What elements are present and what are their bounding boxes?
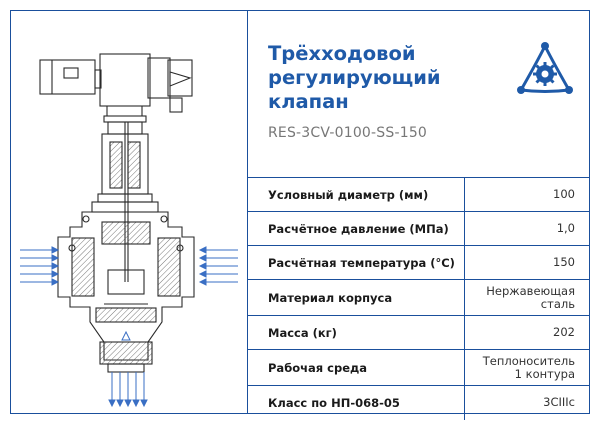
spec-value-text: Нержавеющая сталь [486, 283, 575, 311]
actuator-motor-box [40, 60, 95, 94]
spec-label: Рабочая среда [248, 350, 464, 386]
spec-label: Расчётная температура (°С) [248, 246, 464, 280]
outlet-down-arrows [109, 372, 147, 406]
spec-value-text: Теплоноситель 1 контура [482, 353, 575, 381]
spec-row [248, 212, 589, 246]
valve-cross-section-drawing [12, 12, 246, 412]
spec-value: 100 [464, 178, 589, 212]
spec-row [248, 246, 589, 280]
spec-table [248, 177, 589, 420]
spec-value: 150 [464, 246, 589, 280]
spec-label: Материал корпуса [248, 280, 464, 316]
spec-label: Расчётное давление (МПа) [248, 212, 464, 246]
spec-row [248, 386, 589, 420]
spec-row [248, 280, 589, 316]
valve-plug [108, 270, 144, 294]
spec-value: 1,0 [464, 212, 589, 246]
title-line-2: регулирующий [268, 66, 441, 89]
title-line-1: Трёхходовой [268, 42, 416, 65]
actuator-gear-housing [100, 54, 150, 106]
gear-triangle-logo-icon [517, 40, 573, 102]
spec-row [248, 316, 589, 350]
spec-row [248, 350, 589, 386]
spec-value: 202 [464, 316, 589, 350]
spec-value: 3СIIIс [464, 386, 589, 420]
spec-label: Условный диаметр (мм) [248, 178, 464, 212]
spec-label: Класс по НП-068-05 [248, 386, 464, 420]
spec-label: Масса (кг) [248, 316, 464, 350]
flow-arrows [20, 247, 238, 406]
inlet-right-arrows [200, 247, 238, 285]
inlet-left-arrows [20, 247, 58, 285]
spec-value [464, 350, 589, 386]
spec-row [248, 178, 589, 212]
title-line-3: клапан [268, 90, 349, 113]
model-number: RES-3CV-0100-SS-150 [268, 125, 428, 141]
spec-value [464, 280, 589, 316]
product-title [268, 42, 488, 114]
